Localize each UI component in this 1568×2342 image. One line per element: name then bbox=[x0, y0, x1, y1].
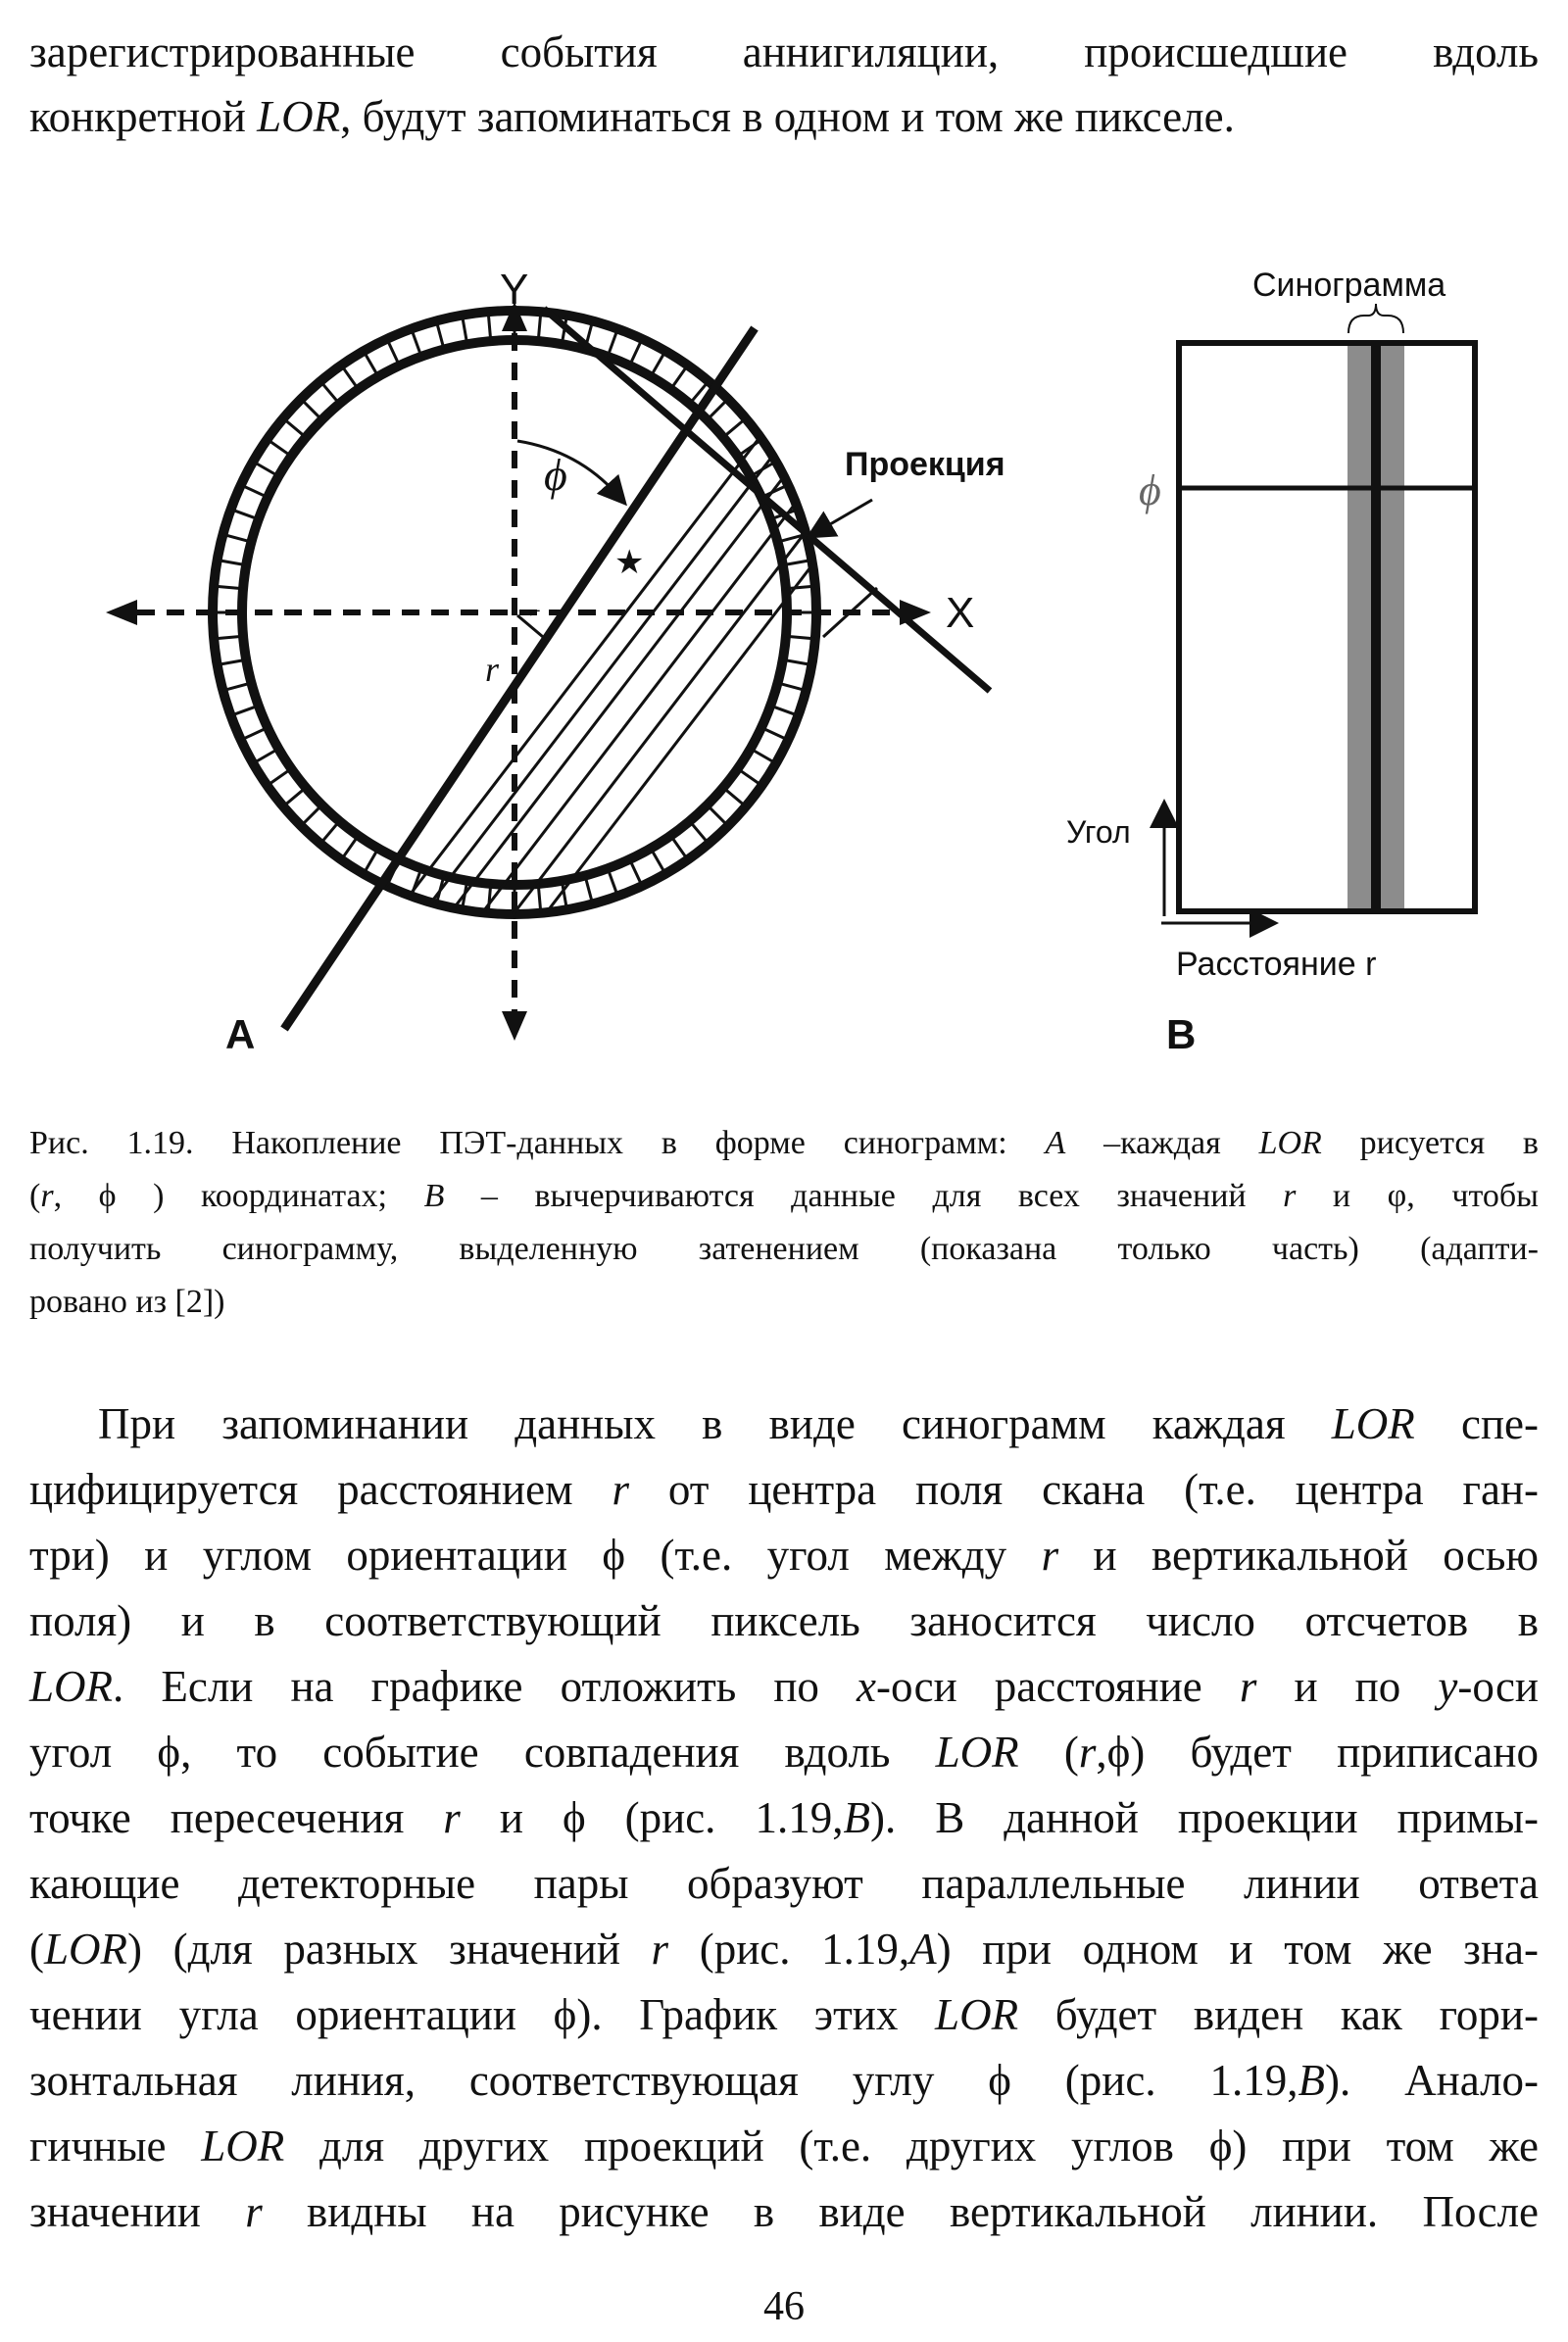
detector-element bbox=[283, 788, 306, 806]
detector-element bbox=[268, 768, 292, 785]
detector-element bbox=[723, 418, 746, 437]
figure-1-19 bbox=[0, 127, 1568, 1098]
sinogram-panel bbox=[1161, 304, 1475, 923]
axis-x-label: X bbox=[946, 589, 975, 637]
detector-element bbox=[320, 821, 339, 844]
detector-element bbox=[723, 788, 746, 806]
body-line-7: точке пересечения r и ϕ (рис. 1.19,B). В данной проекции примы- bbox=[29, 1793, 1539, 1842]
detector-element bbox=[253, 462, 278, 476]
detector-element bbox=[364, 351, 378, 376]
body-line-8: кающие детекторные пары образуют параллельные линии ответа bbox=[29, 1859, 1539, 1908]
detector-element bbox=[320, 381, 339, 404]
top-line-1: зарегистрированные события аннигиляции, происшедшие вдоль bbox=[29, 27, 1539, 76]
body-line-6: угол ϕ, то событие совпадения вдоль LOR (r,ϕ) будет приписано bbox=[29, 1728, 1539, 1777]
body-line-3: три) и углом ориентации ϕ (т.е. угол между r и вертикальной осью bbox=[29, 1531, 1540, 1580]
detector-element bbox=[283, 418, 306, 437]
body-line-5: LOR. Если на графике отложить по x-оси расстояние r и по y-оси bbox=[29, 1662, 1540, 1711]
detector-element bbox=[241, 485, 268, 498]
central-lor bbox=[284, 328, 755, 1029]
top-line-2: конкретной LOR, будут запоминаться в одном и том же пикселе. bbox=[29, 92, 1235, 141]
detector-element bbox=[387, 339, 400, 366]
axis-y-label: Y bbox=[500, 266, 529, 314]
body-paragraph bbox=[29, 1391, 1539, 2245]
caption-line-4: ровано из [2]) bbox=[29, 1284, 225, 1320]
detector-element bbox=[341, 366, 358, 390]
caption-line-1: Рис. 1.19. Накопление ПЭТ-данных в форме синограмм: A –каждая LOR рисуется в bbox=[29, 1125, 1539, 1161]
page-number: 46 bbox=[763, 2284, 805, 2329]
detector-element bbox=[778, 683, 807, 691]
detector-element bbox=[738, 768, 762, 785]
caption-line-3: получить синограмму, выделенную затенением (показана только часть) (адапти- bbox=[29, 1231, 1539, 1267]
detector-element bbox=[608, 868, 617, 896]
figure-drawing bbox=[0, 127, 1568, 1098]
detector-element bbox=[301, 399, 321, 419]
panel-a-label: A bbox=[225, 1011, 256, 1057]
phi-label: ϕ bbox=[1139, 466, 1161, 514]
detector-element bbox=[670, 366, 687, 390]
detector-element bbox=[253, 749, 278, 763]
angle-label: ϕ bbox=[544, 450, 567, 500]
distance-axis-label: Расстояние r bbox=[1176, 946, 1377, 983]
detector-element bbox=[241, 727, 268, 740]
detector-element bbox=[651, 351, 665, 376]
angle-arc bbox=[517, 441, 617, 495]
distance-label: r bbox=[485, 650, 500, 689]
detector-element bbox=[222, 683, 251, 691]
detector-element bbox=[231, 510, 259, 519]
body-line-10: чении угла ориентации ϕ). График этих LOR будет виден как гори- bbox=[29, 1990, 1539, 2039]
detector-element bbox=[751, 749, 776, 763]
detector-element bbox=[761, 727, 788, 740]
body-line-2: цифицируется расстоянием r от центра поля скана (т.е. центра ган- bbox=[29, 1465, 1539, 1514]
caption-line-2: (r, ϕ ) координатах; B – вычерчиваются данные для всех значений r и φ, чтобы bbox=[29, 1178, 1539, 1214]
detector-element bbox=[231, 706, 259, 715]
detector-element bbox=[670, 836, 687, 860]
body-line-4: поля) и в соответствующий пиксель заносится число отсчетов в bbox=[29, 1596, 1539, 1645]
detector-element bbox=[301, 805, 321, 826]
detector-element bbox=[651, 849, 665, 874]
detector-element bbox=[364, 849, 378, 874]
event-marker: ★ bbox=[614, 545, 645, 581]
detector-element bbox=[222, 534, 251, 542]
panel-b-label: B bbox=[1166, 1011, 1197, 1057]
figure-caption bbox=[29, 1117, 1539, 1329]
detector-element bbox=[608, 329, 617, 357]
angle-axis-label: Угол bbox=[1066, 814, 1131, 850]
sinogram-label: Синограмма bbox=[1252, 267, 1446, 304]
detector-element bbox=[436, 320, 444, 349]
body-line-11: зонтальная линия, соответствующая углу ϕ (рис. 1.19,B). Анало- bbox=[29, 2056, 1540, 2105]
projection-pointer bbox=[818, 500, 872, 531]
detector-element bbox=[585, 876, 593, 904]
projection-label: Проекция bbox=[845, 446, 1005, 483]
detector-element bbox=[341, 836, 358, 860]
detector-element bbox=[629, 859, 642, 886]
detector-element bbox=[412, 329, 421, 357]
body-line-1: При запоминании данных в виде синограмм каждая LOR спе- bbox=[98, 1399, 1539, 1448]
detector-element bbox=[770, 706, 798, 715]
body-line-12: гичные LOR для других проекций (т.е. других углов ϕ) при том же bbox=[29, 2122, 1539, 2171]
detector-element bbox=[690, 821, 709, 844]
detector-element bbox=[629, 339, 642, 366]
svg-text:⌐: ⌐ bbox=[529, 601, 541, 622]
detector-element bbox=[268, 439, 292, 456]
body-line-13: значении r видны на рисунке в виде вертикальной линии. После bbox=[29, 2187, 1539, 2236]
body-line-9: (LOR) (для разных значений r (рис. 1.19,A) при одном и том же зна- bbox=[29, 1925, 1539, 1974]
detector-element bbox=[738, 439, 762, 456]
detector-element bbox=[708, 805, 728, 826]
